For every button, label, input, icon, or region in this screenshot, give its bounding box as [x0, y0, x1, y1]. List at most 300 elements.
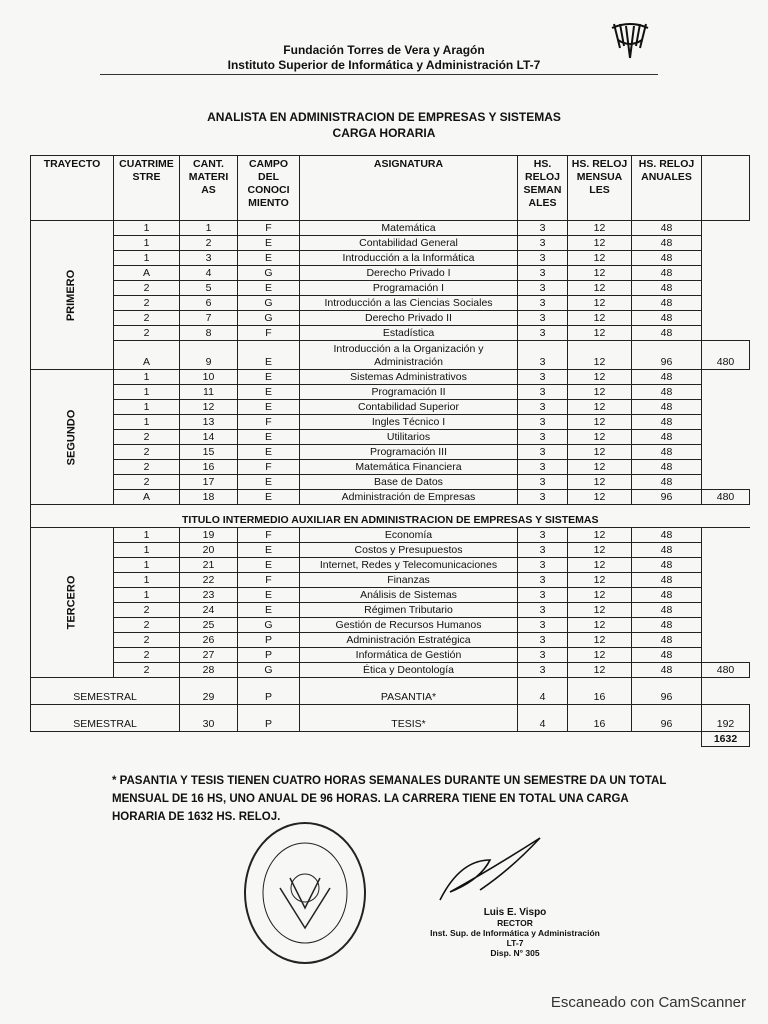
cuatrimestre-cell: 2	[114, 296, 180, 311]
cuatrimestre-cell: 1	[114, 370, 180, 385]
semanales-cell: 4	[518, 678, 568, 705]
blank-cell	[702, 251, 750, 266]
blank-cell	[518, 732, 568, 747]
cuatrimestre-cell: 1	[114, 543, 180, 558]
asignatura-cell: Introducción a las Ciencias Sociales	[300, 296, 518, 311]
anuales-cell: 48	[632, 603, 702, 618]
col-cantidad: CANT. MATERI AS	[180, 156, 238, 221]
asignatura-cell: Programación II	[300, 385, 518, 400]
asignatura-cell: TESIS*	[300, 705, 518, 732]
cuatrimestre-cell: 1	[114, 236, 180, 251]
campo-cell: P	[238, 633, 300, 648]
career-title: ANALISTA EN ADMINISTRACION DE EMPRESAS Y SISTEMAS	[207, 110, 561, 124]
anuales-cell: 96	[632, 705, 702, 732]
asignatura-cell: Contabilidad General	[300, 236, 518, 251]
anuales-cell: 48	[632, 663, 702, 678]
blank-cell	[702, 475, 750, 490]
asignatura-cell: Informática de Gestión	[300, 648, 518, 663]
table-row	[31, 588, 750, 603]
mensuales-cell: 16	[568, 678, 632, 705]
semestral-row	[31, 705, 750, 732]
mensuales-cell: 12	[568, 221, 632, 236]
asignatura-cell: Costos y Presupuestos	[300, 543, 518, 558]
blank-cell	[702, 311, 750, 326]
semanales-cell: 3	[518, 326, 568, 341]
campo-cell: F	[238, 573, 300, 588]
mensuales-cell: 12	[568, 648, 632, 663]
mensuales-cell: 12	[568, 266, 632, 281]
number-cell: 3	[180, 251, 238, 266]
table-row	[31, 370, 750, 385]
anuales-cell: 48	[632, 415, 702, 430]
number-cell: 14	[180, 430, 238, 445]
campo-cell: E	[238, 445, 300, 460]
campo-cell: F	[238, 221, 300, 236]
semanales-cell: 3	[518, 633, 568, 648]
semestral-label: SEMESTRAL	[31, 705, 180, 732]
cuatrimestre-cell: 2	[114, 445, 180, 460]
semanales-cell: 3	[518, 385, 568, 400]
table-row	[31, 445, 750, 460]
intermediate-title-row	[31, 505, 750, 528]
mensuales-cell: 12	[568, 618, 632, 633]
asignatura-cell: Régimen Tributario	[300, 603, 518, 618]
blank-cell	[702, 221, 750, 236]
trayecto-total-cell: 480	[702, 490, 750, 505]
anuales-cell: 48	[632, 221, 702, 236]
cuatrimestre-cell: 2	[114, 603, 180, 618]
semanales-cell: 3	[518, 445, 568, 460]
number-cell: 23	[180, 588, 238, 603]
semestral-total-cell: 192	[702, 705, 750, 732]
semanales-cell: 3	[518, 430, 568, 445]
table-row	[31, 528, 750, 543]
semanales-cell: 3	[518, 663, 568, 678]
blank-cell	[568, 732, 632, 747]
campo-cell: E	[238, 475, 300, 490]
number-cell: 2	[180, 236, 238, 251]
col-mensuales: HS. RELOJ MENSUA LES	[568, 156, 632, 221]
col-asignatura: ASIGNATURA	[300, 156, 518, 221]
blank-cell	[702, 445, 750, 460]
col-campo: CAMPO DEL CONOCI MIENTO	[238, 156, 300, 221]
number-cell: 26	[180, 633, 238, 648]
semanales-cell: 3	[518, 460, 568, 475]
blank-cell	[702, 296, 750, 311]
cuatrimestre-cell: A	[114, 341, 180, 370]
trayecto-cell	[31, 370, 114, 505]
anuales-cell: 48	[632, 311, 702, 326]
semanales-cell: 3	[518, 490, 568, 505]
campo-cell: E	[238, 385, 300, 400]
asignatura-cell: Programación III	[300, 445, 518, 460]
anuales-cell: 48	[632, 445, 702, 460]
asignatura-cell: Derecho Privado I	[300, 266, 518, 281]
campo-cell: P	[238, 648, 300, 663]
mensuales-cell: 12	[568, 415, 632, 430]
table-row	[31, 251, 750, 266]
number-cell: 20	[180, 543, 238, 558]
asignatura-cell: Matemática Financiera	[300, 460, 518, 475]
anuales-cell: 48	[632, 236, 702, 251]
trayecto-total-cell: 480	[702, 663, 750, 678]
trayecto-label: PRIMERO	[65, 269, 78, 321]
anuales-cell: 48	[632, 573, 702, 588]
anuales-cell: 48	[632, 385, 702, 400]
col-cuatrimestre: CUATRIME STRE	[114, 156, 180, 221]
blank-cell	[702, 326, 750, 341]
institution-logo-icon	[608, 18, 652, 62]
mensuales-cell: 12	[568, 251, 632, 266]
campo-cell: E	[238, 603, 300, 618]
table-row	[31, 475, 750, 490]
campo-cell: E	[238, 543, 300, 558]
semanales-cell: 3	[518, 221, 568, 236]
mensuales-cell: 12	[568, 236, 632, 251]
asignatura-cell: Contabilidad Superior	[300, 400, 518, 415]
trayecto-total-cell: 480	[702, 341, 750, 370]
campo-cell: E	[238, 251, 300, 266]
mensuales-cell: 12	[568, 603, 632, 618]
cuatrimestre-cell: 2	[114, 633, 180, 648]
anuales-cell: 48	[632, 281, 702, 296]
institution-name: Fundación Torres de Vera y Aragón	[283, 43, 485, 57]
cuatrimestre-cell: 1	[114, 400, 180, 415]
anuales-cell: 48	[632, 430, 702, 445]
cuatrimestre-cell: 2	[114, 281, 180, 296]
institute-name: Instituto Superior de Informática y Administración LT-7	[227, 58, 541, 72]
mensuales-cell: 12	[568, 326, 632, 341]
signer-name: Luis E. Vispo	[483, 907, 547, 918]
table-row	[31, 490, 750, 505]
cuatrimestre-cell: 1	[114, 415, 180, 430]
campo-cell: E	[238, 341, 300, 370]
anuales-cell: 96	[632, 678, 702, 705]
number-cell: 15	[180, 445, 238, 460]
mensuales-cell: 12	[568, 385, 632, 400]
table-row	[31, 296, 750, 311]
campo-cell: E	[238, 558, 300, 573]
blank-cell	[702, 558, 750, 573]
mensuales-cell: 12	[568, 370, 632, 385]
number-cell: 10	[180, 370, 238, 385]
blank-cell	[180, 732, 238, 747]
cuatrimestre-cell: A	[114, 266, 180, 281]
cuatrimestre-cell: 2	[114, 648, 180, 663]
semestral-row	[31, 678, 750, 705]
number-cell: 29	[180, 678, 238, 705]
asignatura-cell: Ingles Técnico I	[300, 415, 518, 430]
asignatura-cell: Derecho Privado II	[300, 311, 518, 326]
trayecto-label: SEGUNDO	[65, 409, 78, 465]
anuales-cell: 48	[632, 543, 702, 558]
mensuales-cell: 12	[568, 400, 632, 415]
blank-cell	[702, 236, 750, 251]
campo-cell: G	[238, 296, 300, 311]
mensuales-cell: 12	[568, 573, 632, 588]
cuatrimestre-cell: 2	[114, 430, 180, 445]
mensuales-cell: 12	[568, 430, 632, 445]
semanales-cell: 3	[518, 573, 568, 588]
grand-total-row	[31, 732, 750, 747]
asignatura-cell: Base de Datos	[300, 475, 518, 490]
anuales-cell: 48	[632, 326, 702, 341]
blank-cell	[702, 588, 750, 603]
number-cell: 9	[180, 341, 238, 370]
campo-cell: F	[238, 415, 300, 430]
footnote: * PASANTIA Y TESIS TIENEN CUATRO HORAS SEMANALES DURANTE UN SEMESTRE DA UN TOTAL MENSUAL DE 16 HS, UNO ANUAL DE 96 HORAS. LA CARRERA TIENE EN TOTAL UNA CARGA HORARIA DE 1632 HS. RELOJ.	[112, 775, 667, 823]
asignatura-cell: Internet, Redes y Telecomunicaciones	[300, 558, 518, 573]
table-header-row	[31, 156, 750, 221]
semanales-cell: 3	[518, 341, 568, 370]
semanales-cell: 3	[518, 603, 568, 618]
grand-total-cell: 1632	[702, 732, 750, 747]
mensuales-cell: 12	[568, 490, 632, 505]
table-row	[31, 573, 750, 588]
mensuales-cell: 12	[568, 528, 632, 543]
semanales-cell: 3	[518, 311, 568, 326]
table-row	[31, 663, 750, 678]
table-row	[31, 236, 750, 251]
semanales-cell: 3	[518, 588, 568, 603]
asignatura-cell: Estadística	[300, 326, 518, 341]
asignatura-cell: Administración Estratégica	[300, 633, 518, 648]
cuatrimestre-cell: 2	[114, 475, 180, 490]
campo-cell: E	[238, 400, 300, 415]
trayecto-cell	[31, 528, 114, 678]
mensuales-cell: 12	[568, 296, 632, 311]
asignatura-cell: Análisis de Sistemas	[300, 588, 518, 603]
campo-cell: G	[238, 266, 300, 281]
blank-cell	[300, 732, 518, 747]
semanales-cell: 3	[518, 370, 568, 385]
anuales-cell: 48	[632, 475, 702, 490]
table-row	[31, 400, 750, 415]
cuatrimestre-cell: 2	[114, 311, 180, 326]
campo-cell: F	[238, 528, 300, 543]
campo-cell: E	[238, 588, 300, 603]
number-cell: 21	[180, 558, 238, 573]
table-row	[31, 266, 750, 281]
asignatura-cell: Economía	[300, 528, 518, 543]
header-rule	[100, 74, 658, 75]
blank-cell	[702, 266, 750, 281]
semanales-cell: 3	[518, 543, 568, 558]
blank-cell	[702, 543, 750, 558]
cuatrimestre-cell: 2	[114, 663, 180, 678]
mensuales-cell: 12	[568, 543, 632, 558]
semanales-cell: 3	[518, 236, 568, 251]
trayecto-label: TERCERO	[65, 575, 78, 630]
mensuales-cell: 12	[568, 558, 632, 573]
number-cell: 24	[180, 603, 238, 618]
mensuales-cell: 12	[568, 281, 632, 296]
semanales-cell: 3	[518, 251, 568, 266]
number-cell: 27	[180, 648, 238, 663]
number-cell: 8	[180, 326, 238, 341]
mensuales-cell: 16	[568, 705, 632, 732]
campo-cell: G	[238, 311, 300, 326]
campo-cell: P	[238, 678, 300, 705]
mensuales-cell: 12	[568, 311, 632, 326]
cuatrimestre-cell: 2	[114, 618, 180, 633]
blank-cell	[702, 460, 750, 475]
anuales-cell: 48	[632, 460, 702, 475]
cuatrimestre-cell: 1	[114, 385, 180, 400]
table-row	[31, 326, 750, 341]
mensuales-cell: 12	[568, 445, 632, 460]
document-subtitle: CARGA HORARIA	[332, 126, 436, 140]
table-row	[31, 558, 750, 573]
number-cell: 28	[180, 663, 238, 678]
anuales-cell: 48	[632, 648, 702, 663]
cuatrimestre-cell: 1	[114, 221, 180, 236]
cuatrimestre-cell: 1	[114, 573, 180, 588]
blank-cell	[702, 603, 750, 618]
signer-disposition: Disp. N° 305	[490, 948, 540, 958]
blank-cell	[702, 528, 750, 543]
blank-cell	[632, 732, 702, 747]
blank-cell	[702, 648, 750, 663]
blank-cell	[114, 732, 180, 747]
number-cell: 30	[180, 705, 238, 732]
blank-cell	[702, 400, 750, 415]
asignatura-cell: Finanzas	[300, 573, 518, 588]
blank-cell	[702, 678, 750, 705]
number-cell: 12	[180, 400, 238, 415]
campo-cell: G	[238, 663, 300, 678]
semanales-cell: 3	[518, 400, 568, 415]
cuatrimestre-cell: A	[114, 490, 180, 505]
number-cell: 11	[180, 385, 238, 400]
blank-cell	[702, 385, 750, 400]
blank-cell	[702, 415, 750, 430]
semanales-cell: 3	[518, 528, 568, 543]
number-cell: 22	[180, 573, 238, 588]
campo-cell: E	[238, 490, 300, 505]
semanales-cell: 3	[518, 415, 568, 430]
col-anuales: HS. RELOJ ANUALES	[632, 156, 702, 221]
table-row	[31, 618, 750, 633]
col-total-blank	[702, 156, 750, 221]
campo-cell: G	[238, 618, 300, 633]
mensuales-cell: 12	[568, 475, 632, 490]
campo-cell: E	[238, 370, 300, 385]
campo-cell: E	[238, 430, 300, 445]
mensuales-cell: 12	[568, 341, 632, 370]
semanales-cell: 3	[518, 558, 568, 573]
cuatrimestre-cell: 1	[114, 558, 180, 573]
blank-cell	[702, 633, 750, 648]
signature-block	[430, 908, 600, 958]
institution-seal-icon	[240, 818, 370, 968]
anuales-cell: 48	[632, 400, 702, 415]
table-row	[31, 341, 750, 370]
col-semanales: HS. RELOJ SEMAN ALES	[518, 156, 568, 221]
semanales-cell: 3	[518, 266, 568, 281]
campo-cell: E	[238, 236, 300, 251]
blank-cell	[238, 732, 300, 747]
mensuales-cell: 12	[568, 633, 632, 648]
blank-cell	[702, 370, 750, 385]
cuatrimestre-cell: 2	[114, 326, 180, 341]
number-cell: 5	[180, 281, 238, 296]
number-cell: 1	[180, 221, 238, 236]
cuatrimestre-cell: 2	[114, 460, 180, 475]
blank-cell	[702, 430, 750, 445]
number-cell: 25	[180, 618, 238, 633]
asignatura-cell: Introducción a la Informática	[300, 251, 518, 266]
anuales-cell: 48	[632, 266, 702, 281]
trayecto-cell	[31, 221, 114, 370]
anuales-cell: 96	[632, 490, 702, 505]
blank-cell	[702, 281, 750, 296]
signature-icon	[420, 830, 560, 910]
blank-cell	[31, 732, 114, 747]
number-cell: 18	[180, 490, 238, 505]
asignatura-cell: Programación I	[300, 281, 518, 296]
table-row	[31, 543, 750, 558]
table-row	[31, 430, 750, 445]
asignatura-cell: Sistemas Administrativos	[300, 370, 518, 385]
course-load-table	[30, 155, 750, 747]
mensuales-cell: 12	[568, 588, 632, 603]
cuatrimestre-cell: 1	[114, 528, 180, 543]
table-row	[31, 648, 750, 663]
asignatura-cell: Utilitarios	[300, 430, 518, 445]
semanales-cell: 3	[518, 475, 568, 490]
table-row	[31, 460, 750, 475]
signer-role: RECTOR	[497, 918, 533, 928]
blank-cell	[702, 573, 750, 588]
number-cell: 13	[180, 415, 238, 430]
semanales-cell: 3	[518, 618, 568, 633]
asignatura-cell: Matemática	[300, 221, 518, 236]
intermediate-title: TITULO INTERMEDIO AUXILIAR EN ADMINISTRACION DE EMPRESAS Y SISTEMAS	[31, 505, 750, 528]
anuales-cell: 96	[632, 341, 702, 370]
signer-institution: Inst. Sup. de Informática y Administración LT-7	[430, 928, 600, 948]
anuales-cell: 48	[632, 370, 702, 385]
table-row	[31, 281, 750, 296]
anuales-cell: 48	[632, 618, 702, 633]
anuales-cell: 48	[632, 251, 702, 266]
col-trayecto: TRAYECTO	[31, 156, 114, 221]
number-cell: 16	[180, 460, 238, 475]
campo-cell: F	[238, 326, 300, 341]
table-row	[31, 385, 750, 400]
number-cell: 4	[180, 266, 238, 281]
cuatrimestre-cell: 1	[114, 588, 180, 603]
table-row	[31, 603, 750, 618]
asignatura-cell: Gestión de Recursos Humanos	[300, 618, 518, 633]
campo-cell: P	[238, 705, 300, 732]
anuales-cell: 48	[632, 558, 702, 573]
semestral-label: SEMESTRAL	[31, 678, 180, 705]
mensuales-cell: 12	[568, 663, 632, 678]
asignatura-cell: Administración de Empresas	[300, 490, 518, 505]
semanales-cell: 3	[518, 281, 568, 296]
number-cell: 19	[180, 528, 238, 543]
number-cell: 6	[180, 296, 238, 311]
cuatrimestre-cell: 1	[114, 251, 180, 266]
blank-cell	[702, 618, 750, 633]
anuales-cell: 48	[632, 633, 702, 648]
number-cell: 7	[180, 311, 238, 326]
asignatura-cell: PASANTIA*	[300, 678, 518, 705]
semanales-cell: 4	[518, 705, 568, 732]
asignatura-cell: Ética y Deontología	[300, 663, 518, 678]
table-row	[31, 311, 750, 326]
